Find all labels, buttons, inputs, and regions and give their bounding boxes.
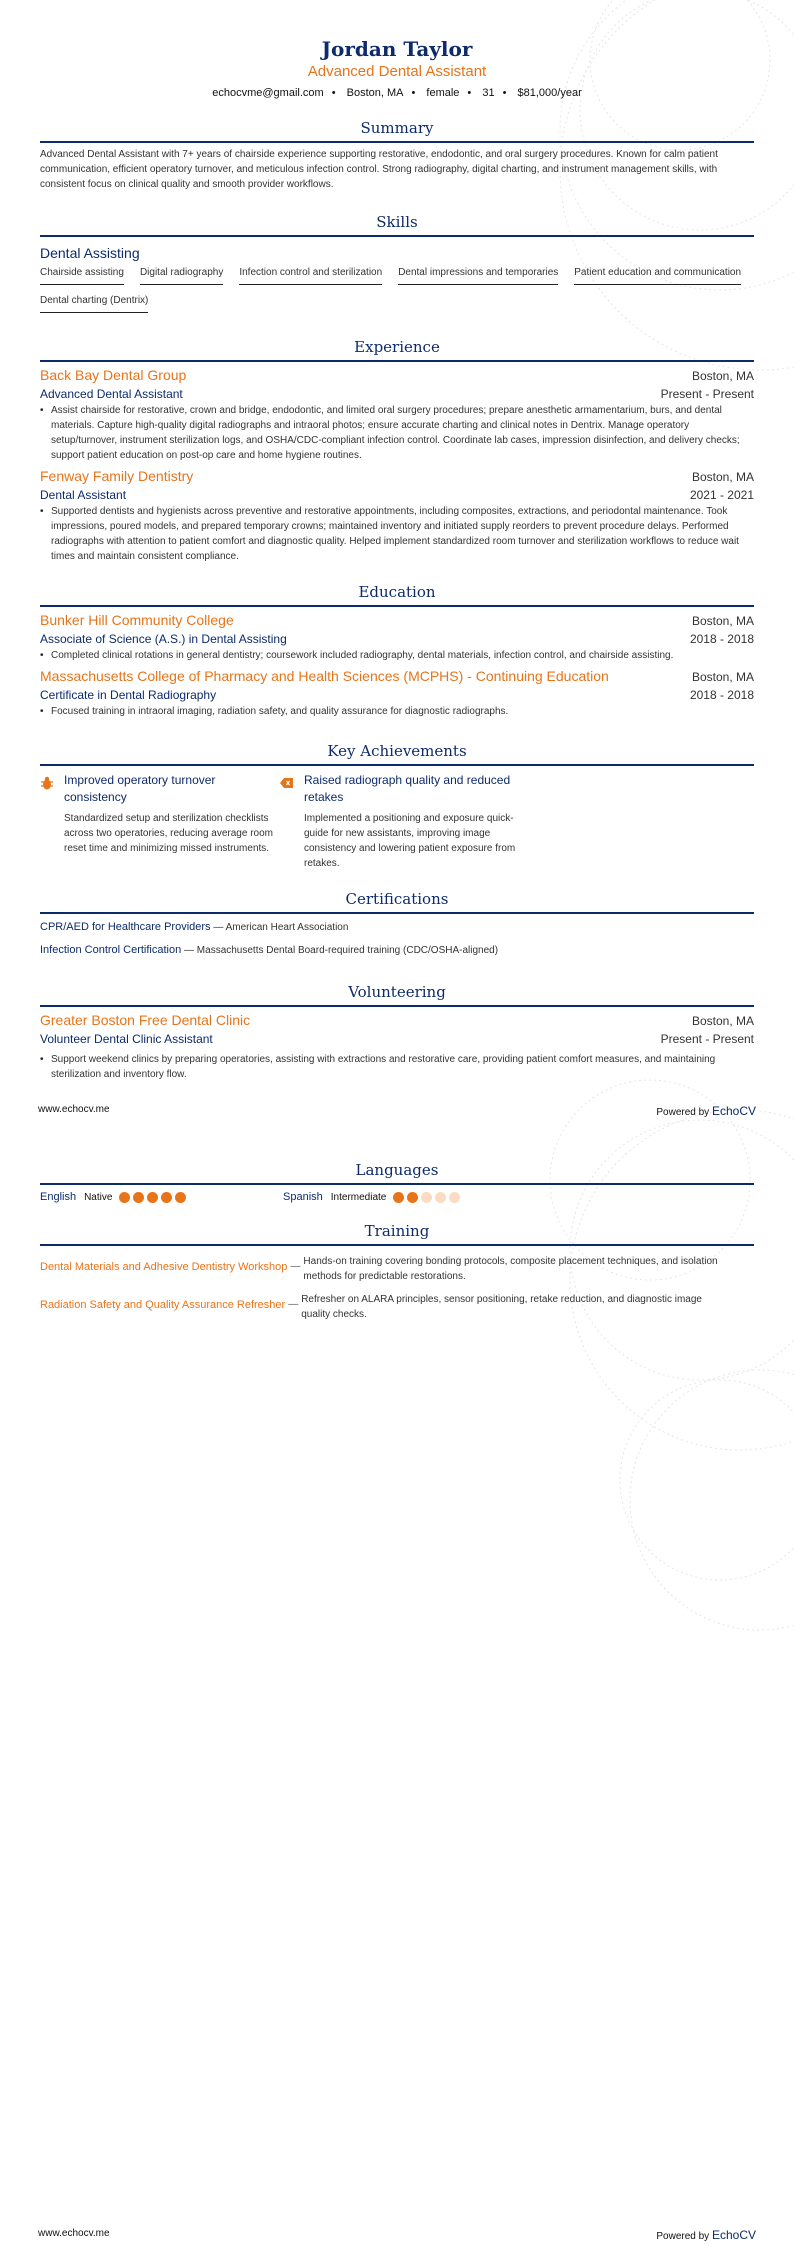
- separator: —: [213, 922, 224, 933]
- contact-location: Boston, MA: [346, 87, 404, 99]
- footer-brand[interactable]: EchoCV: [711, 1104, 756, 1118]
- training-name: Radiation Safety and Quality Assurance Refresher: [40, 1299, 286, 1311]
- training-item: [40, 1254, 754, 1284]
- footer-website-link[interactable]: www.echocv.me: [38, 2228, 110, 2239]
- volunteer-role: Volunteer Dental Clinic Assistant: [40, 1032, 213, 1046]
- backspace-icon: [280, 776, 294, 790]
- certification-issuer: Massachusetts Dental Board-required training (CDC/OSHA-aligned): [196, 945, 499, 956]
- language-name: Spanish: [283, 1191, 323, 1203]
- language-item: [283, 1191, 460, 1203]
- education-heading: Education: [40, 582, 754, 607]
- skill-tag: Dental impressions and temporaries: [398, 263, 558, 285]
- skills-category: Dental Assisting: [40, 245, 140, 261]
- language-item: [40, 1191, 283, 1203]
- rating-dot-filled: [407, 1192, 418, 1203]
- rating-dot-empty: [421, 1192, 432, 1203]
- achievement-title: Raised radiograph quality and reduced retakes: [304, 773, 511, 804]
- separator: —: [184, 945, 195, 956]
- rating-dot-filled: [175, 1192, 186, 1203]
- page-2: [40, 1160, 754, 1322]
- rating-dot-filled: [133, 1192, 144, 1203]
- training-desc: Refresher on ALARA principles, sensor positioning, retake reduction, and diagnostic image quality checks.: [301, 1294, 702, 1320]
- languages-list: [40, 1185, 754, 1203]
- summary-text: Advanced Dental Assistant with 7+ years of chairside experience supporting restorative, endodontic, and oral surgery procedures. Known for calm patient communication, efficient operatory turnover, and meticulous infection control. Strong radiography, digital charting, and instrument management skills, with consistent focus on clinical quality and smooth provider workflows.: [40, 149, 718, 190]
- certifications-list: [40, 916, 754, 962]
- language-level: Intermediate: [330, 1191, 387, 1203]
- certification-item: [40, 939, 754, 962]
- training-name: Dental Materials and Adhesive Dentistry Workshop: [40, 1261, 288, 1273]
- job-bullet: • Supported dentists and hygienists across preventive and restorative appointments, including composites, extractions, and periodontal maintenance. Took impressions, poured models, and prepared temporary crowns; maintained inventory and initiated supply reorders to prevent procedure delays. Performed radiographs with attention to patient comfort and diagnostic quality. Helped implement standardized room turnover and sterilization workflows to reduce wait times and maintain consistent compliance.: [40, 504, 754, 564]
- footer-website-link[interactable]: www.echocv.me: [38, 1104, 110, 1115]
- experience-item: [40, 366, 754, 463]
- skill-tag: Patient education and communication: [574, 263, 741, 285]
- certifications-heading: Certifications: [40, 889, 754, 914]
- footer-powered-by: Powered by: [656, 2231, 710, 2242]
- bug-icon: [40, 776, 54, 790]
- contact-gender: female: [426, 87, 460, 99]
- page-1-footer: [38, 1104, 756, 1118]
- achievements-list: [40, 772, 754, 871]
- page-1: [40, 36, 754, 1082]
- skill-tag: Digital radiography: [140, 263, 223, 285]
- footer-brand[interactable]: EchoCV: [711, 2228, 756, 2242]
- rating-dot-filled: [119, 1192, 130, 1203]
- degree: Associate of Science (A.S.) in Dental Assisting: [40, 632, 287, 646]
- company-name: Back Bay Dental Group: [40, 367, 187, 383]
- rating-dot-empty: [435, 1192, 446, 1203]
- experience-heading: Experience: [40, 337, 754, 362]
- language-level: Native: [84, 1191, 113, 1203]
- education-item: [40, 667, 754, 719]
- skill-tag: Infection control and sterilization: [239, 263, 382, 285]
- training-item: [40, 1292, 754, 1322]
- school-location: Boston, MA: [691, 670, 754, 684]
- achievement-item: [40, 772, 280, 871]
- skill-tag: Chairside assisting: [40, 263, 124, 285]
- school-location: Boston, MA: [691, 614, 754, 628]
- certification-name: CPR/AED for Healthcare Providers: [40, 921, 211, 933]
- school-name: Bunker Hill Community College: [40, 612, 234, 628]
- contact-age: 31: [482, 87, 495, 99]
- languages-heading: Languages: [40, 1160, 754, 1185]
- separator: —: [288, 1299, 299, 1310]
- job-title: Dental Assistant: [40, 488, 127, 502]
- education-item: [40, 611, 754, 663]
- skill-tag: Dental charting (Dentrix): [40, 291, 148, 313]
- language-rating: [393, 1192, 460, 1203]
- volunteer-dates: Present - Present: [660, 1032, 754, 1046]
- separator: —: [290, 1261, 301, 1272]
- job-title: Advanced Dental Assistant: [40, 387, 183, 401]
- footer-powered-by: Powered by: [656, 1107, 710, 1118]
- degree: Certificate in Dental Radiography: [40, 688, 217, 702]
- language-rating: [119, 1192, 186, 1203]
- training-heading: Training: [40, 1221, 754, 1246]
- volunteer-org: Greater Boston Free Dental Clinic: [40, 1012, 251, 1028]
- skills-heading: Skills: [40, 212, 754, 237]
- job-location: Boston, MA: [691, 369, 754, 383]
- education-dates: 2018 - 2018: [689, 688, 754, 702]
- certification-issuer: American Heart Association: [225, 922, 349, 933]
- contact-salary: $81,000/year: [517, 87, 582, 99]
- volunteer-location: Boston, MA: [691, 1014, 754, 1028]
- contact-email[interactable]: echocvme@gmail.com: [212, 87, 324, 99]
- job-dates: Present - Present: [660, 387, 754, 401]
- job-dates: 2021 - 2021: [689, 488, 754, 502]
- company-name: Fenway Family Dentistry: [40, 468, 194, 484]
- skills-list: [40, 263, 754, 319]
- achievement-title: Improved operatory turnover consistency: [64, 773, 216, 804]
- rating-dot-filled: [393, 1192, 404, 1203]
- job-location: Boston, MA: [691, 470, 754, 484]
- job-bullet: • Assist chairside for restorative, crown and bridge, endodontic, and limited oral surgery procedures; prepare anesthetic armamentarium, burs, and dental materials. Capture high-quality digital radiographs and intraoral photos; ensure accurate charting and clinical notes in Dentrix. Manage operatory setup/turnover, instrument sterilization logs, and OSHA/CDC-compliant infection control. Coordinate lab cases, impression disinfection, and delivery checks; support patient education on post-op care and home hygiene routines.: [40, 403, 754, 463]
- education-dates: 2018 - 2018: [689, 632, 754, 646]
- education-bullet: • Focused training in intraoral imaging, radiation safety, and quality assurance for diagnostic radiographs.: [40, 704, 754, 719]
- candidate-title: Advanced Dental Assistant: [307, 63, 487, 80]
- page-2-footer: [38, 2228, 756, 2242]
- language-name: English: [40, 1191, 77, 1203]
- achievements-heading: Key Achievements: [40, 741, 754, 766]
- candidate-name: Jordan Taylor: [321, 37, 473, 61]
- achievement-desc: Standardized setup and sterilization checklists across two operatories, reducing average room reset time and minimizing missed instruments.: [64, 813, 273, 854]
- summary-heading: Summary: [40, 118, 754, 143]
- education-bullet: • Completed clinical rotations in general dentistry; coursework included radiography, dental materials, infection control, and chairside assisting.: [40, 648, 754, 663]
- rating-dot-filled: [147, 1192, 158, 1203]
- school-name: Massachusetts College of Pharmacy and Health Sciences (MCPHS) - Continuing Education: [40, 668, 609, 684]
- experience-item: [40, 467, 754, 564]
- achievement-item: [280, 772, 520, 871]
- certification-name: Infection Control Certification: [40, 944, 182, 956]
- contact-line: echocvme@gmail.com • Boston, MA • female • 31 • $81,000/year: [212, 87, 582, 99]
- rating-dot-filled: [161, 1192, 172, 1203]
- volunteering-heading: Volunteering: [40, 982, 754, 1007]
- rating-dot-empty: [449, 1192, 460, 1203]
- volunteer-bullet: • Support weekend clinics by preparing operatories, assisting with extractions and restorative care, providing patient comfort measures, and maintaining sterilization and inventory flow.: [40, 1052, 754, 1082]
- training-desc: Hands-on training covering bonding protocols, composite placement techniques, and isolation methods for predictable restorations.: [303, 1256, 718, 1282]
- certification-item: [40, 916, 754, 939]
- volunteering-item: [40, 1011, 754, 1082]
- achievement-desc: Implemented a positioning and exposure quick-guide for new assistants, improving image consistency and lowering patient exposure from retakes.: [304, 813, 516, 869]
